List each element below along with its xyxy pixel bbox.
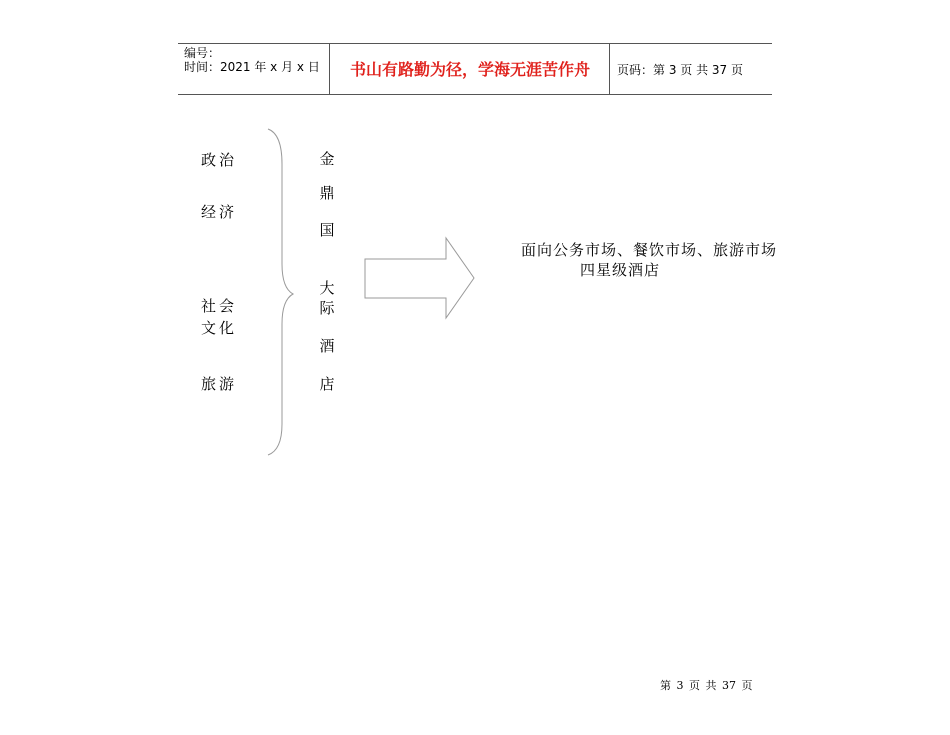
hotel-name-char: 际 bbox=[319, 299, 335, 317]
right-arrow-icon bbox=[364, 237, 476, 319]
header-bottom-rule bbox=[178, 94, 772, 95]
header-page-info: 页码：第 3 页 共 37 页 bbox=[617, 63, 743, 77]
header-top-rule bbox=[178, 43, 772, 44]
curly-brace bbox=[266, 128, 296, 458]
hotel-name-char: 金 bbox=[319, 150, 335, 168]
footer-page-number: 第 3 页 共 37 页 bbox=[660, 679, 753, 692]
hotel-name-char: 店 bbox=[319, 375, 335, 393]
hotel-name-char: 酒 bbox=[319, 337, 335, 355]
factor-culture: 文化 bbox=[201, 319, 238, 337]
factor-society: 社会 bbox=[201, 297, 238, 315]
hotel-grade-text: 四星级酒店 bbox=[580, 261, 661, 279]
motto-text: 书山有路勤为径，学海无涯苦作舟 bbox=[349, 60, 590, 79]
hotel-name-char: 大 bbox=[319, 279, 335, 297]
date-label: 时间：2021 年 x 月 x 日 bbox=[184, 60, 320, 74]
hotel-name-char: 鼎 bbox=[319, 184, 335, 202]
factor-economy: 经济 bbox=[201, 203, 238, 221]
factor-politics: 政治 bbox=[201, 151, 238, 169]
serial-label: 编号： bbox=[184, 46, 221, 60]
factor-tourism: 旅游 bbox=[201, 375, 238, 393]
hotel-name-char: 国 bbox=[319, 221, 335, 239]
market-positioning-text: 面向公务市场、餐饮市场、旅游市场 bbox=[521, 241, 778, 259]
